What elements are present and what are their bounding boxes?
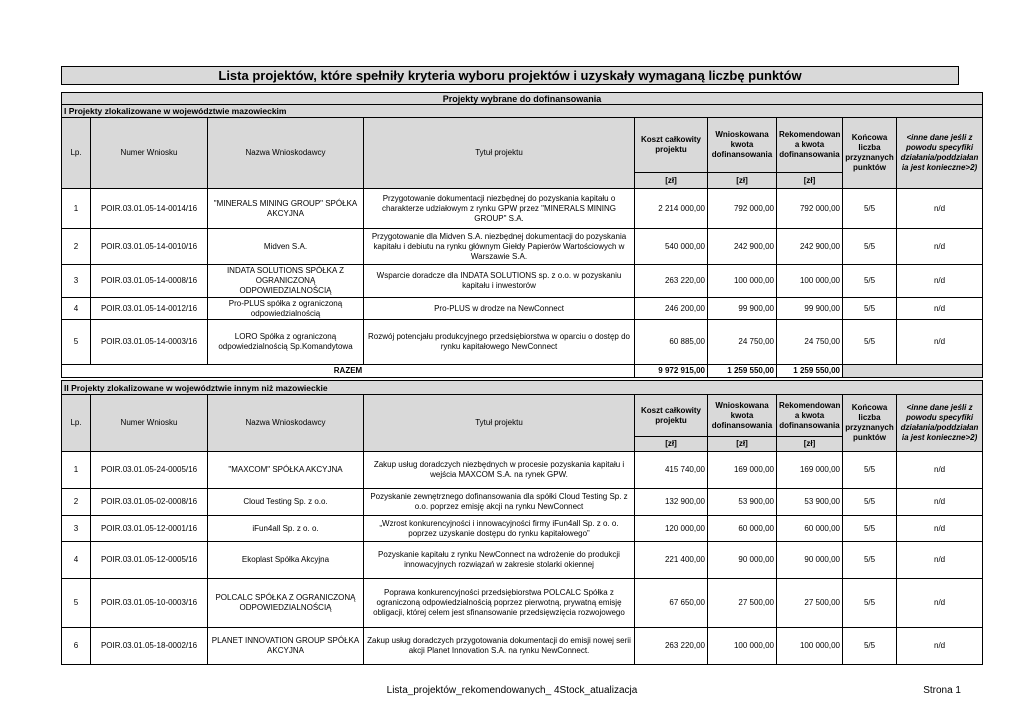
footer-filename: Lista_projektów_rekomendowanych_ 4Stock_atualizacja xyxy=(386,685,638,696)
table-row xyxy=(62,320,983,365)
table-row xyxy=(62,229,983,265)
cell-punkty: 5/5 xyxy=(843,542,897,579)
table-row xyxy=(62,516,983,542)
cell-lp: 5 xyxy=(62,320,91,365)
cell-inne: n/d xyxy=(897,628,983,665)
header-numer: Numer Wniosku xyxy=(91,395,208,452)
cell-numer: POIR.03.01.05-18-0002/16 xyxy=(91,628,208,665)
cell-punkty: 5/5 xyxy=(843,189,897,229)
cell-tytul: „Wzrost konkurencyjności i innowacyjności firmy iFun4all Sp. z o. o. poprzez uzyskanie dostępu do rynku kapitałowego” xyxy=(364,516,635,542)
cell-nazwa: Cloud Testing Sp. z o.o. xyxy=(208,489,364,516)
cell-rekomendowana: 100 000,00 xyxy=(777,628,843,665)
cell-punkty: 5/5 xyxy=(843,320,897,365)
table-row xyxy=(62,189,983,229)
cell-koszt: 221 400,00 xyxy=(635,542,708,579)
cell-punkty: 5/5 xyxy=(843,452,897,489)
cell-inne: n/d xyxy=(897,189,983,229)
header-rekomendowana: Rekomendowan a kwota dofinansowania xyxy=(777,118,843,173)
total-wnioskowana: 1 259 550,00 xyxy=(708,365,777,378)
cell-tytul: Poprawa konkurencyjności przedsiębiorstwa POLCALC Spółka z ograniczoną odpowiedzialnością poprzez pierwotną, prywatną emisję obligacji, której celem jest sfinansowanie przedsięwzięcia rozwojowego xyxy=(364,579,635,628)
cell-punkty: 5/5 xyxy=(843,229,897,265)
header-koszt: Koszt całkowity projektu xyxy=(635,395,708,437)
total-empty xyxy=(843,365,983,378)
cell-nazwa: INDATA SOLUTIONS SPÓŁKA Z OGRANICZONĄ ODPOWIEDZIALNOŚCIĄ xyxy=(208,265,364,298)
cell-inne: n/d xyxy=(897,265,983,298)
header-koncowa: Końcowa liczba przyznanych punktów xyxy=(843,395,897,452)
table-section-1 xyxy=(61,92,983,378)
cell-tytul: Wsparcie doradcze dla INDATA SOLUTIONS sp. z o.o. w pozyskaniu kapitału i inwestorów xyxy=(364,265,635,298)
unit-rekomendowana: [zł] xyxy=(777,437,843,452)
cell-koszt: 60 885,00 xyxy=(635,320,708,365)
header-inne: <inne dane jeśli z powodu specyfiki działania/poddziałan ia jest konieczne>2) xyxy=(897,395,983,452)
section-1-heading: I Projekty zlokalizowane w województwie mazowieckim xyxy=(62,105,983,118)
cell-lp: 4 xyxy=(62,542,91,579)
table-row xyxy=(62,579,983,628)
cell-inne: n/d xyxy=(897,229,983,265)
cell-nazwa: "MINERALS MINING GROUP" SPÓŁKA AKCYJNA xyxy=(208,189,364,229)
cell-lp: 3 xyxy=(62,516,91,542)
cell-wnioskowana: 792 000,00 xyxy=(708,189,777,229)
cell-numer: POIR.03.01.05-14-0014/16 xyxy=(91,189,208,229)
cell-punkty: 5/5 xyxy=(843,489,897,516)
cell-wnioskowana: 100 000,00 xyxy=(708,265,777,298)
cell-tytul: Pozyskanie zewnętrznego dofinansowania dla spółki Cloud Testing Sp. z o.o. poprzez emisję akcji na rynku NewConnect xyxy=(364,489,635,516)
document-title: Lista projektów, które spełniły kryteria wyboru projektów i uzyskały wymaganą liczbę punktów xyxy=(61,66,959,85)
table-row xyxy=(62,452,983,489)
cell-rekomendowana: 242 900,00 xyxy=(777,229,843,265)
cell-tytul: Pro-PLUS w drodze na NewConnect xyxy=(364,298,635,320)
cell-koszt: 67 650,00 xyxy=(635,579,708,628)
cell-koszt: 132 900,00 xyxy=(635,489,708,516)
table-row xyxy=(62,489,983,516)
cell-tytul: Rozwój potencjału produkcyjnego przedsiębiorstwa w oparciu o dostęp do rynku kapitałowego NewConnect xyxy=(364,320,635,365)
cell-koszt: 246 200,00 xyxy=(635,298,708,320)
header-inne: <inne dane jeśli z powodu specyfiki działania/poddziałan ia jest konieczne>2) xyxy=(897,118,983,189)
cell-rekomendowana: 53 900,00 xyxy=(777,489,843,516)
cell-tytul: Pozyskanie kapitału z rynku NewConnect na wdrożenie do produkcji innowacyjnych rozwiązań w zakresie stolarki okiennej xyxy=(364,542,635,579)
cell-wnioskowana: 60 000,00 xyxy=(708,516,777,542)
cell-numer: POIR.03.01.05-14-0010/16 xyxy=(91,229,208,265)
cell-wnioskowana: 90 000,00 xyxy=(708,542,777,579)
header-koszt: Koszt całkowity projektu xyxy=(635,118,708,173)
cell-wnioskowana: 99 900,00 xyxy=(708,298,777,320)
footer-page-number: Strona 1 xyxy=(923,685,961,696)
cell-tytul: Zakup usług doradczych niezbędnych w procesie pozyskania kapitału i wejścia MAXCOM S.A. na rynek GPW. xyxy=(364,452,635,489)
cell-punkty: 5/5 xyxy=(843,628,897,665)
header-lp: Lp. xyxy=(62,118,91,189)
cell-rekomendowana: 792 000,00 xyxy=(777,189,843,229)
cell-nazwa: "MAXCOM" SPÓŁKA AKCYJNA xyxy=(208,452,364,489)
header-numer: Numer Wniosku xyxy=(91,118,208,189)
cell-rekomendowana: 90 000,00 xyxy=(777,542,843,579)
cell-inne: n/d xyxy=(897,542,983,579)
unit-wnioskowana: [zł] xyxy=(708,437,777,452)
cell-koszt: 540 000,00 xyxy=(635,229,708,265)
cell-inne: n/d xyxy=(897,489,983,516)
cell-lp: 3 xyxy=(62,265,91,298)
cell-tytul: Przygotowanie dla Midven S.A. niezbędnej dokumentacji do pozyskania kapitału i debiutu na rynku głównym Giełdy Papierów Wartościowych w Warszawie S.A. xyxy=(364,229,635,265)
cell-punkty: 5/5 xyxy=(843,265,897,298)
total-rekomendowana: 1 259 550,00 xyxy=(777,365,843,378)
unit-koszt: [zł] xyxy=(635,173,708,189)
header-wnioskowana: Wnioskowana kwota dofinansowania xyxy=(708,395,777,437)
header-wnioskowana: Wnioskowana kwota dofinansowania xyxy=(708,118,777,173)
cell-inne: n/d xyxy=(897,516,983,542)
cell-koszt: 263 220,00 xyxy=(635,265,708,298)
cell-nazwa: POLCALC SPÓŁKA Z OGRANICZONĄ ODPOWIEDZIALNOŚCIĄ xyxy=(208,579,364,628)
cell-inne: n/d xyxy=(897,579,983,628)
cell-numer: POIR.03.01.05-14-0008/16 xyxy=(91,265,208,298)
selected-projects-band: Projekty wybrane do dofinansowania xyxy=(62,93,983,105)
total-row xyxy=(62,365,983,378)
cell-inne: n/d xyxy=(897,452,983,489)
cell-rekomendowana: 24 750,00 xyxy=(777,320,843,365)
cell-lp: 4 xyxy=(62,298,91,320)
table-section-2 xyxy=(61,380,983,665)
cell-numer: POIR.03.01.05-02-0008/16 xyxy=(91,489,208,516)
cell-wnioskowana: 27 500,00 xyxy=(708,579,777,628)
header-nazwa: Nazwa Wnioskodawcy xyxy=(208,395,364,452)
total-label: RAZEM xyxy=(62,365,635,378)
cell-lp: 1 xyxy=(62,189,91,229)
header-tytul: Tytuł projektu xyxy=(364,118,635,189)
cell-nazwa: Pro-PLUS spółka z ograniczoną odpowiedzialnością xyxy=(208,298,364,320)
cell-numer: POIR.03.01.05-12-0005/16 xyxy=(91,542,208,579)
table-row xyxy=(62,298,983,320)
cell-rekomendowana: 60 000,00 xyxy=(777,516,843,542)
cell-wnioskowana: 242 900,00 xyxy=(708,229,777,265)
cell-punkty: 5/5 xyxy=(843,516,897,542)
cell-rekomendowana: 99 900,00 xyxy=(777,298,843,320)
cell-wnioskowana: 53 900,00 xyxy=(708,489,777,516)
cell-koszt: 263 220,00 xyxy=(635,628,708,665)
cell-numer: POIR.03.01.05-24-0005/16 xyxy=(91,452,208,489)
cell-nazwa: PLANET INNOVATION GROUP SPÓŁKA AKCYJNA xyxy=(208,628,364,665)
cell-tytul: Przygotowanie dokumentacji niezbędnej do pozyskania kapitału o charakterze udziałowym z rynku GPW przez "MINERALS MINING GROUP" S.A. xyxy=(364,189,635,229)
cell-koszt: 2 214 000,00 xyxy=(635,189,708,229)
cell-nazwa: Ekoplast Spółka Akcyjna xyxy=(208,542,364,579)
cell-rekomendowana: 27 500,00 xyxy=(777,579,843,628)
cell-punkty: 5/5 xyxy=(843,579,897,628)
unit-koszt: [zł] xyxy=(635,437,708,452)
header-koncowa: Końcowa liczba przyznanych punktów xyxy=(843,118,897,189)
cell-lp: 1 xyxy=(62,452,91,489)
cell-rekomendowana: 100 000,00 xyxy=(777,265,843,298)
cell-wnioskowana: 24 750,00 xyxy=(708,320,777,365)
cell-inne: n/d xyxy=(897,320,983,365)
table-row xyxy=(62,542,983,579)
cell-inne: n/d xyxy=(897,298,983,320)
cell-numer: POIR.03.01.05-14-0003/16 xyxy=(91,320,208,365)
section-2-heading: II Projekty zlokalizowane w województwie innym niż mazowieckie xyxy=(62,381,983,395)
cell-tytul: Zakup usług doradczych przygotowania dokumentacji do emisji nowej serii akcji Planet Innovation S.A. na rynku NewConnect. xyxy=(364,628,635,665)
cell-lp: 2 xyxy=(62,229,91,265)
cell-wnioskowana: 169 000,00 xyxy=(708,452,777,489)
header-rekomendowana: Rekomendowan a kwota dofinansowania xyxy=(777,395,843,437)
cell-koszt: 120 000,00 xyxy=(635,516,708,542)
cell-lp: 5 xyxy=(62,579,91,628)
cell-rekomendowana: 169 000,00 xyxy=(777,452,843,489)
cell-punkty: 5/5 xyxy=(843,298,897,320)
cell-numer: POIR.03.01.05-12-0001/16 xyxy=(91,516,208,542)
cell-numer: POIR.03.01.05-14-0012/16 xyxy=(91,298,208,320)
cell-wnioskowana: 100 000,00 xyxy=(708,628,777,665)
total-koszt: 9 972 915,00 xyxy=(635,365,708,378)
cell-lp: 2 xyxy=(62,489,91,516)
cell-nazwa: Midven S.A. xyxy=(208,229,364,265)
cell-numer: POIR.03.01.05-10-0003/16 xyxy=(91,579,208,628)
cell-lp: 6 xyxy=(62,628,91,665)
table-row xyxy=(62,628,983,665)
unit-wnioskowana: [zł] xyxy=(708,173,777,189)
header-lp: Lp. xyxy=(62,395,91,452)
unit-rekomendowana: [zł] xyxy=(777,173,843,189)
header-tytul: Tytuł projektu xyxy=(364,395,635,452)
cell-nazwa: iFun4all Sp. z o. o. xyxy=(208,516,364,542)
header-nazwa: Nazwa Wnioskodawcy xyxy=(208,118,364,189)
cell-koszt: 415 740,00 xyxy=(635,452,708,489)
cell-nazwa: LORO Spółka z ograniczoną odpowiedzialnością Sp.Komandytowa xyxy=(208,320,364,365)
table-row xyxy=(62,265,983,298)
